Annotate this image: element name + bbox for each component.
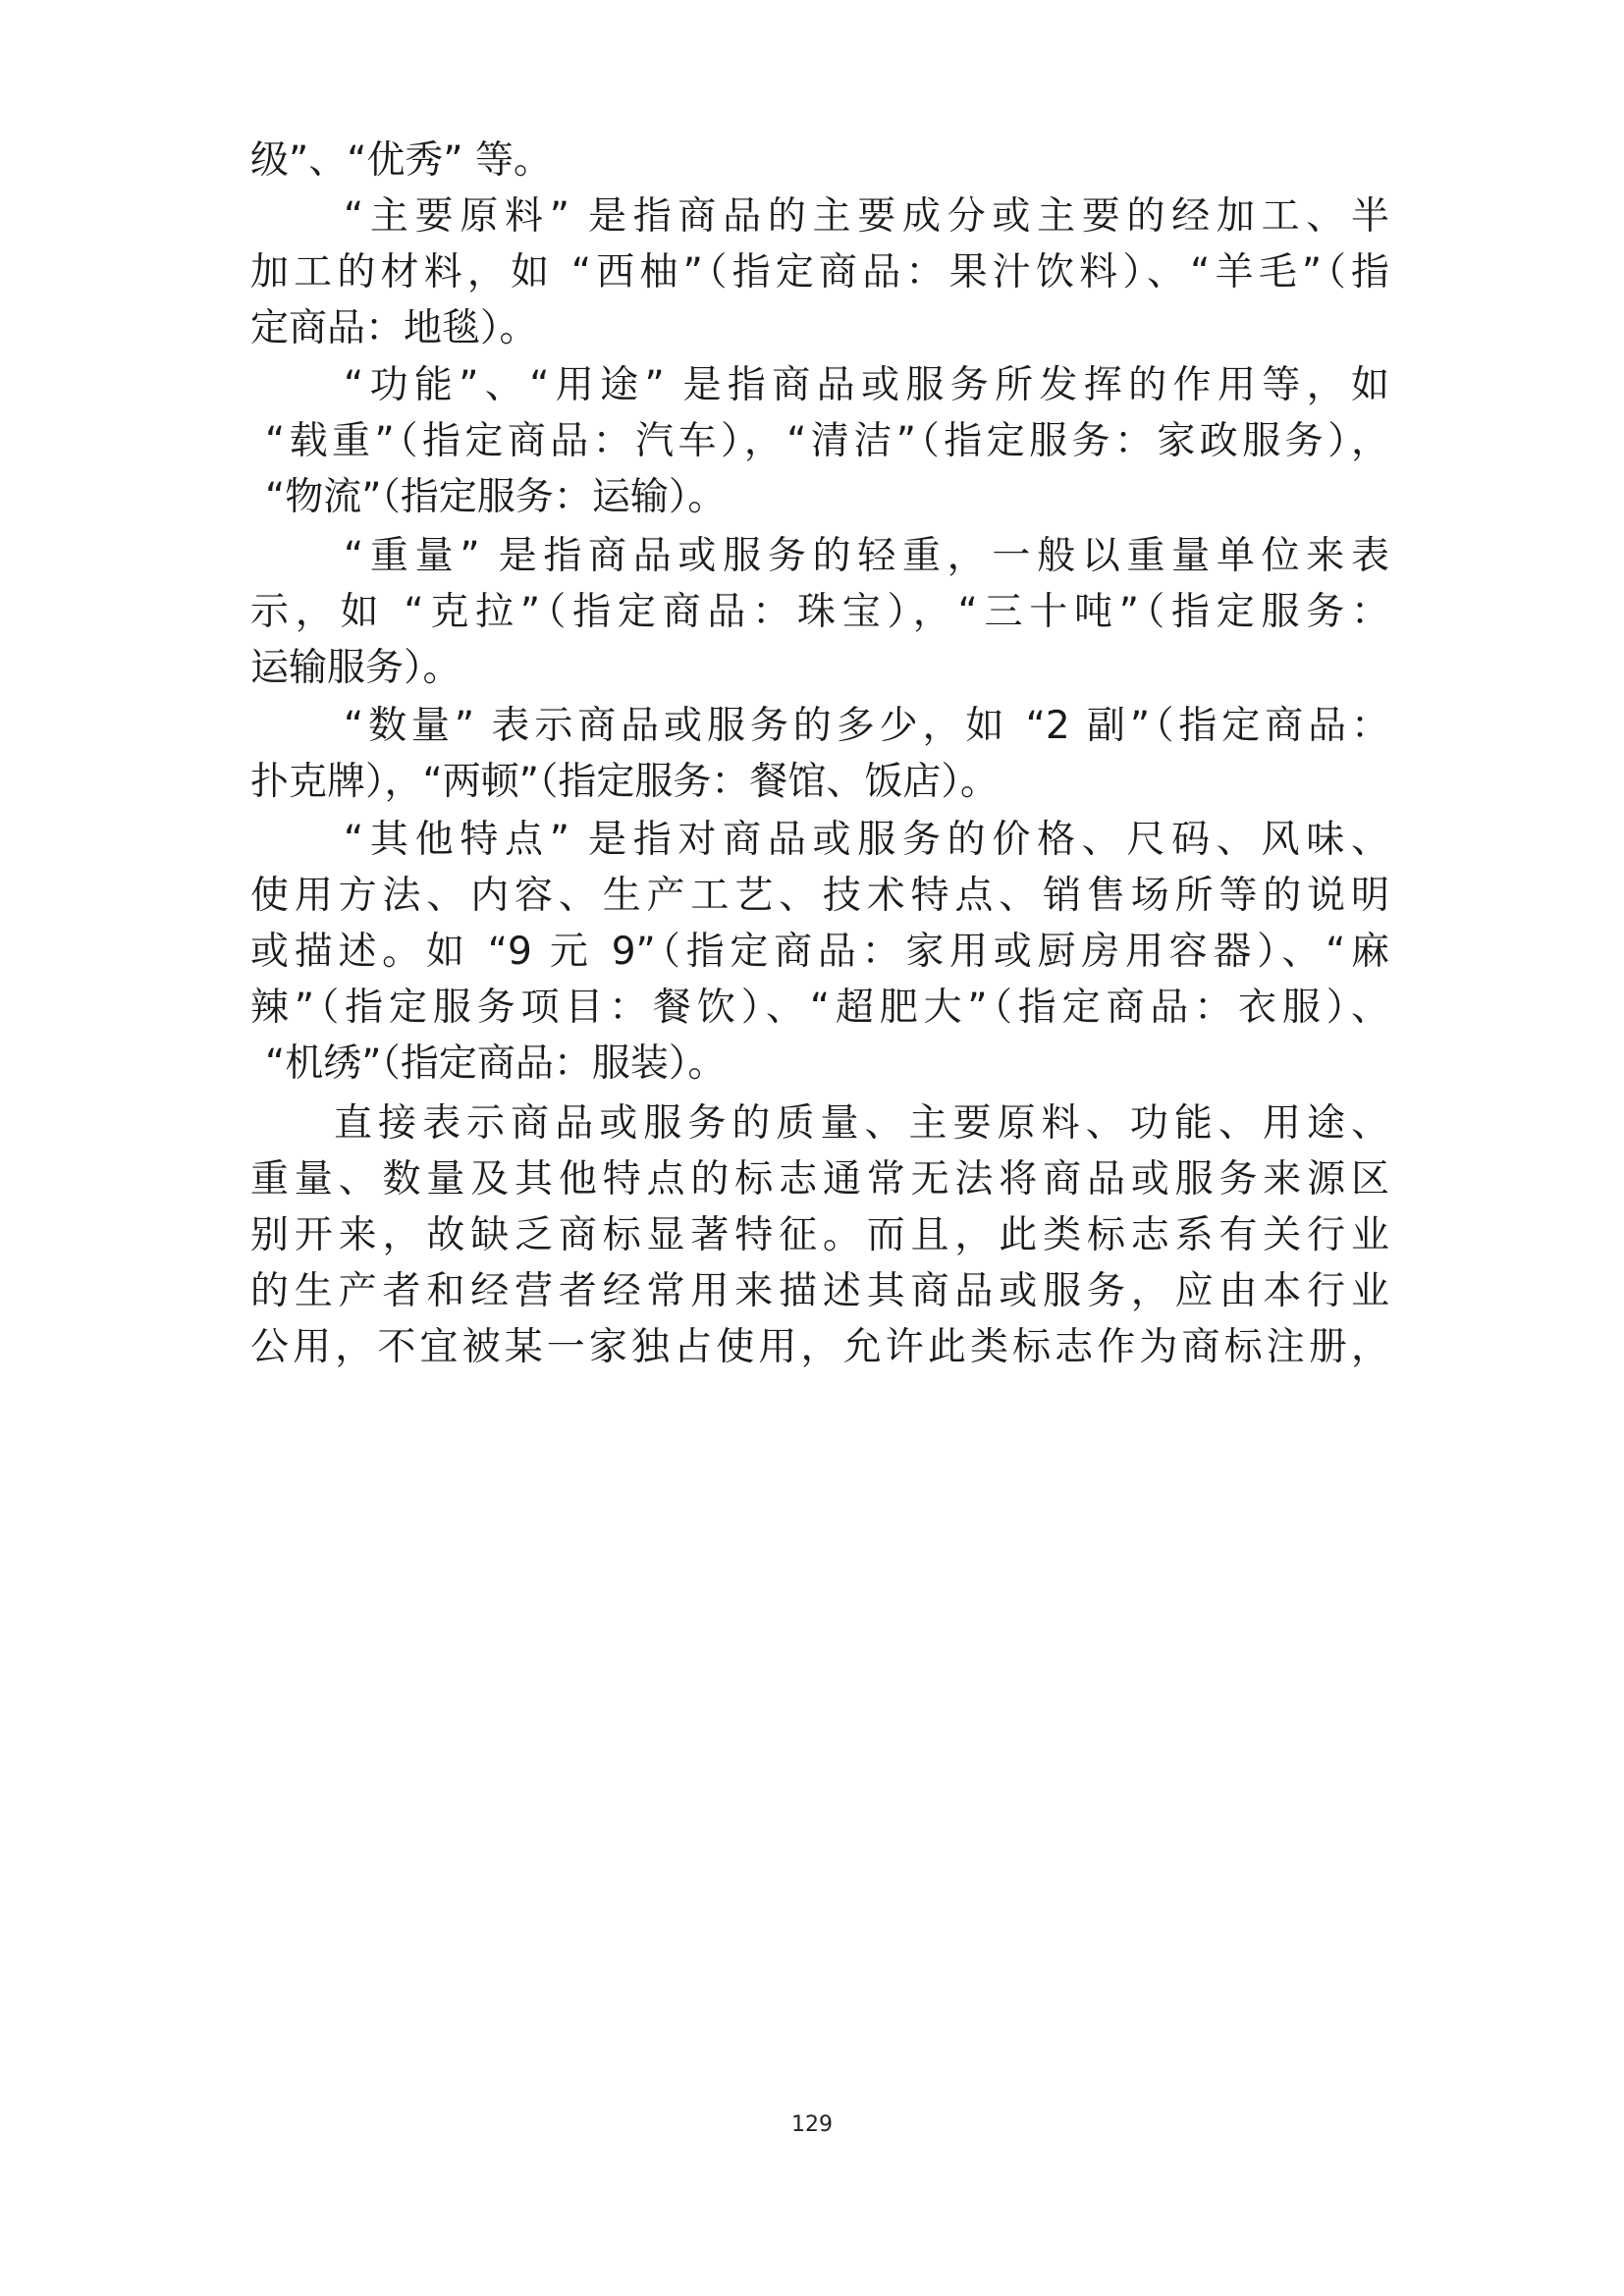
text-line: 直接表示商品或服务的质量、主要原料、功能、用途、 <box>334 1101 1389 1146</box>
text-line: 定商品：地毯）。 <box>250 306 538 350</box>
text-line: 重量、数量及其他特点的标志通常无法将商品或服务来源区 <box>250 1157 1389 1201</box>
text-line: “物流”（指定服务：运输）。 <box>265 475 727 519</box>
page-number: 129 <box>791 2112 833 2137</box>
text-line: “功能”、“用途” 是指商品或服务所发挥的作用等，如 <box>344 363 1389 407</box>
text-line: “机绣”（指定商品：服装）。 <box>265 1041 727 1086</box>
text-line: 辣”（指定服务项目：餐饮）、“超肥大”（指定商品：衣服）、 <box>250 986 1389 1030</box>
text-line: “重量” 是指商品或服务的轻重，一般以重量单位来表 <box>344 534 1389 578</box>
text-line: 或描述。如 “9 元 9”（指定商品：家用或厨房用容器）、“麻 <box>250 930 1389 974</box>
text-line: “数量” 表示商品或服务的多少，如 “2 副”（指定商品： <box>344 704 1389 748</box>
text-line: 公用，不宜被某一家独占使用，允许此类标志作为商标注册， <box>250 1325 1389 1369</box>
text-line: “载重”（指定商品：汽车），“清洁”（指定服务：家政服务）， <box>265 419 1389 463</box>
text-line: 运输服务）。 <box>250 646 461 690</box>
text-line: 示，如 “克拉”（指定商品：珠宝），“三十吨”（指定服务： <box>250 590 1389 634</box>
text-line: 别开来，故缺乏商标显著特征。而且，此类标志系有关行业 <box>250 1213 1389 1257</box>
text-line: 加工的材料，如 “西柚”（指定商品：果汁饮料）、“羊毛”（指 <box>250 250 1389 294</box>
text-line: 的生产者和经营者经常用来描述其商品或服务，应由本行业 <box>250 1269 1389 1313</box>
text-line: “主要原料” 是指商品的主要成分或主要的经加工、半 <box>344 194 1389 239</box>
text-line: 级”、“优秀” 等。 <box>250 138 553 183</box>
text-line: “其他特点” 是指对商品或服务的价格、尺码、风味、 <box>344 818 1389 862</box>
text-line: 使用方法、内容、生产工艺、技术特点、销售场所等的说明 <box>250 874 1389 918</box>
text-line: 扑克牌），“两顿”（指定服务：餐馆、饭店）。 <box>250 760 999 804</box>
